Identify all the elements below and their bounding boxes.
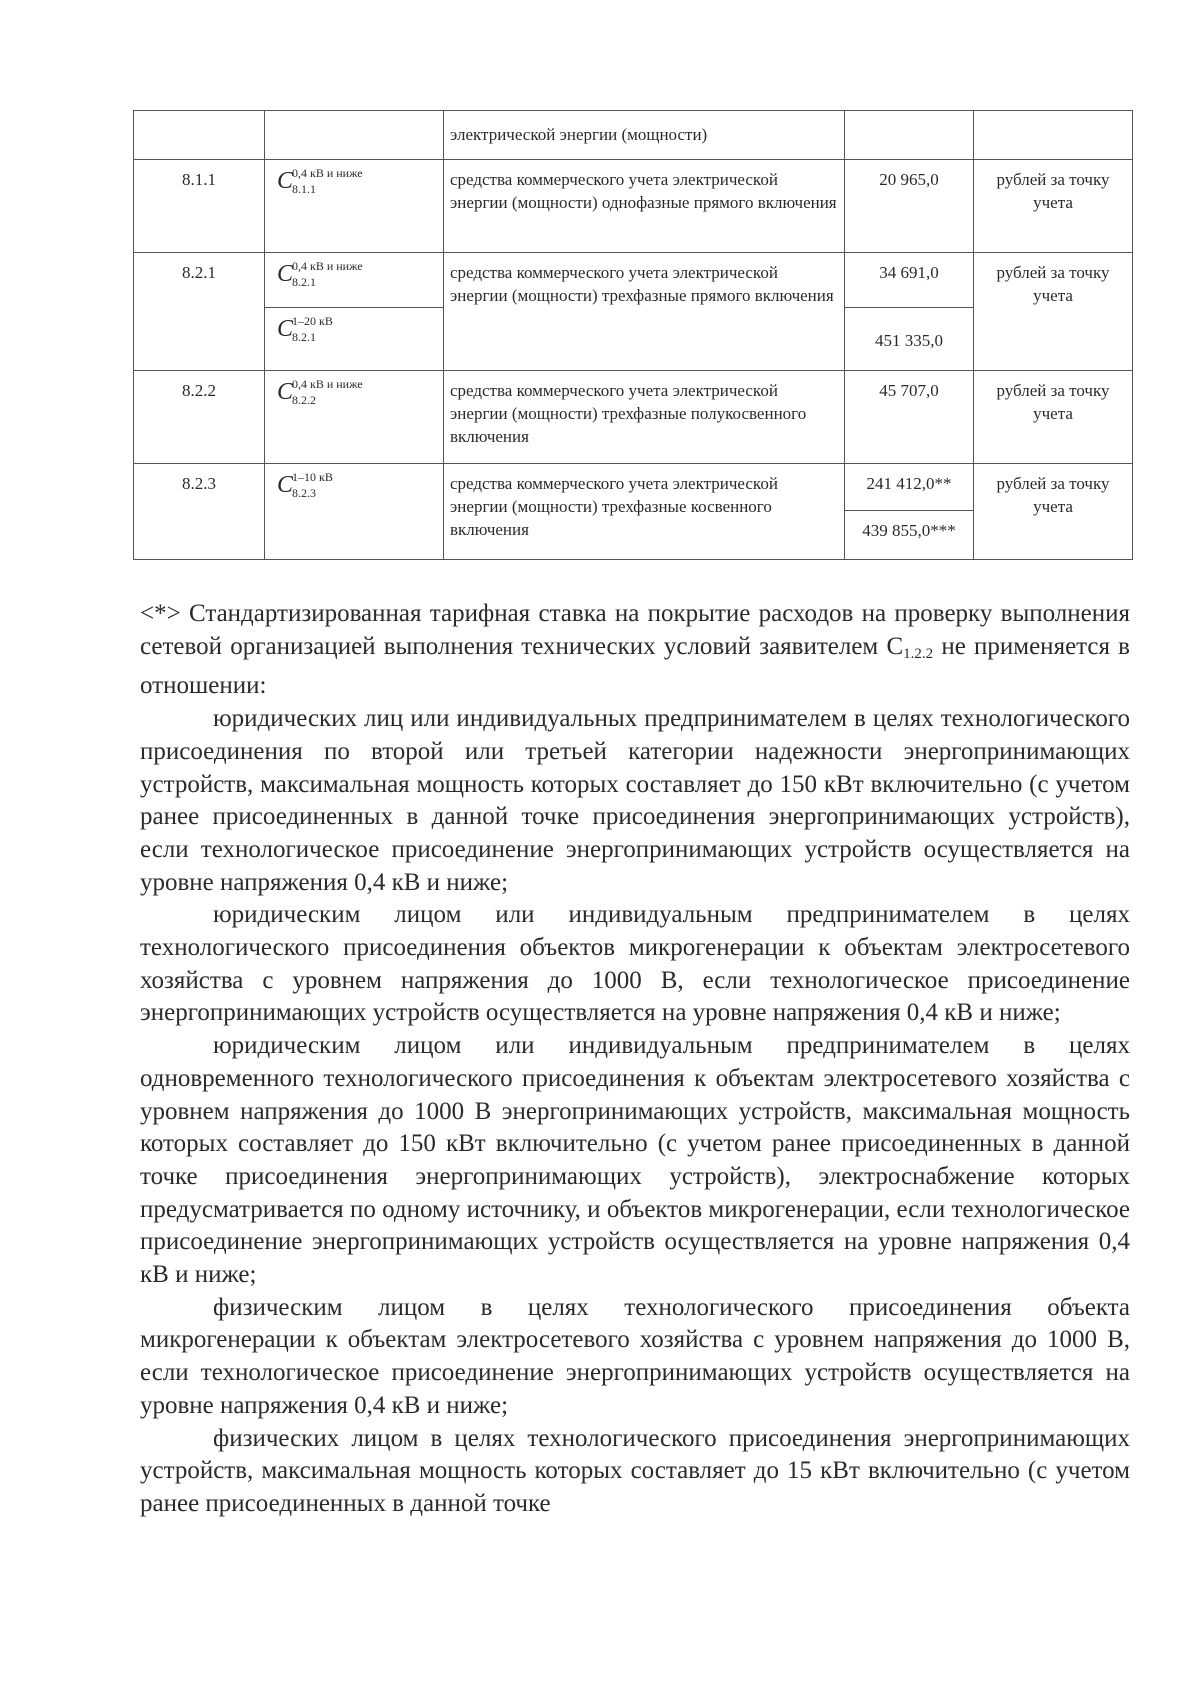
- table-cell: [974, 111, 1133, 160]
- rate-symbol: C 0,4 кВ и ниже 8.1.1: [265, 160, 444, 253]
- row-unit: рублей за точку учета: [974, 464, 1133, 560]
- row-description: средства коммерческого учета электрической энергии (мощности) однофазные прямого включения: [444, 160, 845, 253]
- footnote-paragraph: физическим лицом в целях технологического присоединения объекта микрогенерации к объектам электросетевого хозяйства с уровнем напряжения до 1000 В, если технологическое присоединение энергопринимающих устройств осуществляется на уровне напряжения 0,4 кВ и ниже;: [140, 1293, 1130, 1419]
- rate-symbol: C 0,4 кВ и ниже 8.2.1: [265, 253, 444, 308]
- row-unit: рублей за точку учета: [974, 160, 1133, 253]
- row-description: электрической энергии (мощности): [444, 111, 845, 160]
- row-value: 439 855,0***: [845, 511, 974, 560]
- row-number: 8.2.2: [134, 371, 265, 464]
- row-number: 8.2.1: [134, 253, 265, 371]
- row-description: средства коммерческого учета электрической энергии (мощности) трехфазные прямого включения: [444, 253, 845, 371]
- rate-symbol: C 1–20 кВ 8.2.1: [265, 308, 444, 371]
- row-value: 451 335,0: [845, 308, 974, 371]
- footnote-paragraph: юридическим лицом или индивидуальным предпринимателем в целях одновременного технологического присоединения к объектам электросетевого хозяйства с уровнем напряжения до 1000 В энергопринимающих устройств, максимальная мощность которых составляет до 150 кВт включительно (с учетом ранее присоединенных в данной точке присоединения энергопринимающих устройств), электроснабжение которых предусматривается по одному источнику, и объектов микрогенерации, если технологическое присоединение энергопринимающих устройств осуществляется на уровне напряжения 0,4 кВ и ниже;: [140, 1032, 1130, 1289]
- table-row: [134, 160, 1133, 253]
- table-row: [134, 111, 1133, 160]
- row-value: 20 965,0: [845, 160, 974, 253]
- row-number: 8.2.3: [134, 464, 265, 560]
- row-unit: рублей за точку учета: [974, 371, 1133, 464]
- table-row: [134, 253, 1133, 308]
- table-row: [134, 371, 1133, 464]
- row-unit: рублей за точку учета: [974, 253, 1133, 371]
- footnote-paragraph: юридическим лицом или индивидуальным предпринимателем в целях технологического присоединения объектов микрогенерации к объектам электросетевого хозяйства с уровнем напряжения до 1000 В, если технологическое присоединение энергопринимающих устройств осуществляется на уровне напряжения 0,4 кВ и ниже;: [140, 901, 1130, 1027]
- rate-symbol: C 0,4 кВ и ниже 8.2.2: [265, 371, 444, 464]
- footnote-paragraph: юридических лиц или индивидуальных предпринимателем в целях технологического присоединения по второй или третьей категории надежности энергопринимающих устройств, максимальная мощность которых составляет до 150 кВт включительно (с учетом ранее присоединенных в данной точке присоединения энергопринимающих устройств), если технологическое присоединение энергопринимающих устройств осуществляется на уровне напряжения 0,4 кВ и ниже;: [140, 705, 1130, 896]
- rate-symbol: C 1–10 кВ 8.2.3: [265, 464, 444, 560]
- table-row: [134, 464, 1133, 511]
- table-cell: [134, 111, 265, 160]
- row-value: 45 707,0: [845, 371, 974, 464]
- footnote-intro: <*> Стандартизированная тарифная ставка на покрытие расходов на проверку выполнения сетевой организацией выполнения технических условий заявителем С1.2.2 не применяется в отношении:: [140, 600, 1130, 700]
- table-cell: [265, 111, 444, 160]
- row-description: средства коммерческого учета электрической энергии (мощности) трехфазные полукосвенного включения: [444, 371, 845, 464]
- footnote-text: [140, 598, 1130, 1521]
- row-number: 8.1.1: [134, 160, 265, 253]
- table-cell: [845, 111, 974, 160]
- row-description: средства коммерческого учета электрической энергии (мощности) трехфазные косвенного включения: [444, 464, 845, 560]
- row-value: 34 691,0: [845, 253, 974, 308]
- footnote-paragraph: физических лицом в целях технологического присоединения энергопринимающих устройств, максимальная мощность которых составляет до 15 кВт включительно (с учетом ранее присоединенных в данной точке: [140, 1424, 1130, 1517]
- row-value: 241 412,0**: [845, 464, 974, 511]
- tariff-table: [133, 110, 1133, 560]
